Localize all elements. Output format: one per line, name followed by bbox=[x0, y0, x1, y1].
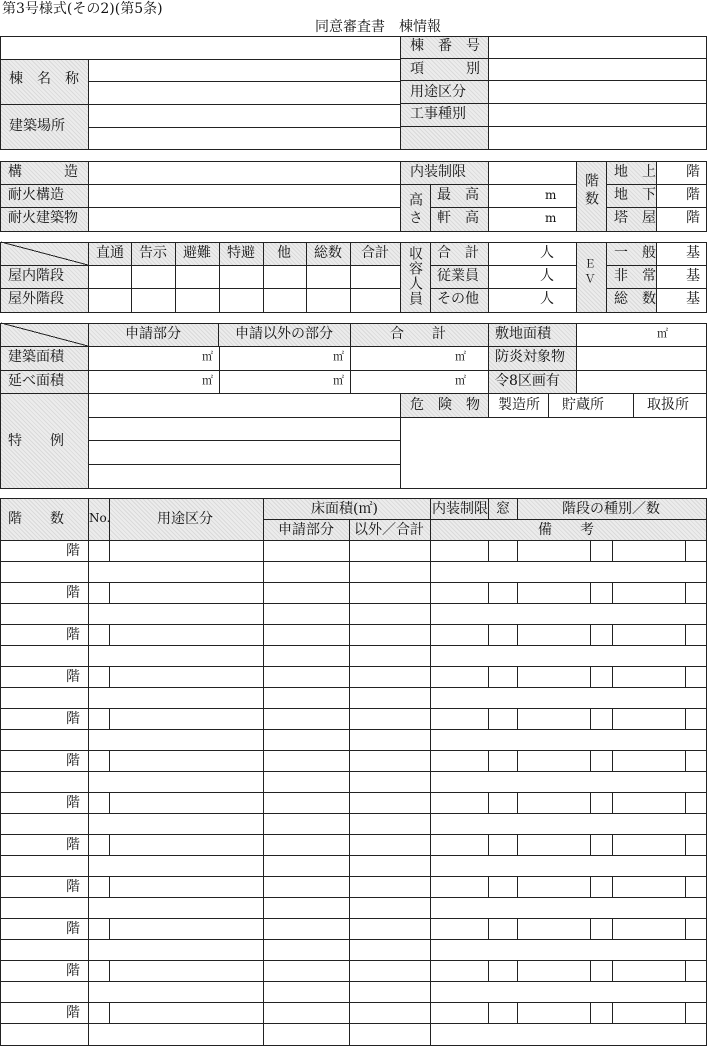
label-sousu: 総 数 bbox=[614, 291, 656, 307]
unit-person-3: 人 bbox=[540, 291, 554, 307]
label-no: No. bbox=[89, 511, 111, 525]
label-seizo: 製造所 bbox=[498, 397, 540, 413]
label-shikichi: 敷地面積 bbox=[495, 326, 551, 342]
label-hijo: 非 常 bbox=[614, 268, 656, 284]
label-jugyoin: 従業員 bbox=[437, 268, 479, 284]
label-ban: 棟 番 号 bbox=[410, 38, 480, 54]
floor-unit: 階 bbox=[66, 837, 80, 853]
stairs-header-6: 合計 bbox=[361, 245, 389, 261]
label-touya: 塔 屋 bbox=[614, 210, 656, 226]
label-floor-shinsei: 申請部分 bbox=[278, 522, 334, 538]
label-place: 建築場所 bbox=[9, 118, 65, 134]
label-name: 棟 名 称 bbox=[9, 71, 79, 87]
label-rei8: 令8区画有 bbox=[495, 373, 560, 389]
label-shuyou: 収容人員 bbox=[407, 246, 423, 306]
floor-unit: 階 bbox=[66, 921, 80, 937]
label-igai-goukei: 以外／合計 bbox=[354, 522, 424, 538]
label-mado: 窓 bbox=[496, 501, 510, 517]
label-toriatsukai: 取扱所 bbox=[647, 397, 689, 413]
unit-floor-1: 階 bbox=[686, 164, 700, 180]
floor-unit: 階 bbox=[66, 669, 80, 685]
unit-m-2: m bbox=[545, 211, 557, 225]
unit-person-1: 人 bbox=[540, 245, 554, 261]
label-kaisu: 階数 bbox=[583, 173, 599, 209]
label-bouen: 防炎対象物 bbox=[495, 349, 565, 365]
label-kouji: 工事種別 bbox=[410, 106, 466, 122]
label-kenchiku: 建築面積 bbox=[8, 349, 64, 365]
label-indoor: 屋内階段 bbox=[8, 268, 64, 284]
label-taika: 耐火構造 bbox=[8, 187, 64, 203]
floor-unit: 階 bbox=[66, 795, 80, 811]
stairs-header-2: 避難 bbox=[183, 245, 211, 261]
label-komoku: 項 別 bbox=[410, 61, 480, 77]
floor-unit: 階 bbox=[66, 1005, 80, 1021]
label-chozo: 貯蔵所 bbox=[562, 397, 604, 413]
label-sonota: その他 bbox=[437, 291, 479, 307]
unit-floor-2: 階 bbox=[686, 187, 700, 203]
form-label: 第3号様式(その2)(第5条) bbox=[2, 1, 163, 17]
label-goukei: 合 計 bbox=[437, 245, 479, 261]
label-youto: 用途区分 bbox=[410, 84, 466, 100]
label-naisou: 内装制限 bbox=[410, 164, 466, 180]
label-floor-naisou: 内装制限 bbox=[432, 501, 488, 517]
stairs-header-3: 特避 bbox=[227, 245, 255, 261]
unit-ki-3: 基 bbox=[686, 291, 700, 307]
label-kouzou: 構 造 bbox=[8, 164, 78, 180]
floor-unit: 階 bbox=[66, 963, 80, 979]
label-saikou: 最 高 bbox=[437, 187, 479, 203]
floor-unit: 階 bbox=[66, 585, 80, 601]
unit-m2-shikichi: ㎡ bbox=[657, 327, 668, 340]
label-yuka: 床面積(㎡) bbox=[311, 501, 378, 517]
unit-m-1: m bbox=[545, 188, 557, 202]
label-area-shinsei: 申請部分 bbox=[125, 326, 181, 342]
label-nobe: 延べ面積 bbox=[8, 373, 64, 389]
label-outdoor: 屋外階段 bbox=[8, 291, 64, 307]
floor-unit: 階 bbox=[66, 879, 80, 895]
unit-m2-b3: ㎡ bbox=[455, 374, 466, 387]
unit-person-2: 人 bbox=[540, 268, 554, 284]
stairs-header-0: 直通 bbox=[96, 245, 124, 261]
unit-ki-2: 基 bbox=[686, 268, 700, 284]
label-kiken: 危 険 物 bbox=[410, 397, 480, 413]
label-chika: 地 下 bbox=[614, 187, 656, 203]
unit-m2-a1: ㎡ bbox=[202, 350, 213, 363]
stairs-header-5: 総数 bbox=[314, 245, 342, 261]
floor-unit: 階 bbox=[66, 627, 80, 643]
unit-floor-3: 階 bbox=[686, 210, 700, 226]
label-area-goukei: 合 計 bbox=[390, 326, 446, 342]
unit-ki-1: 基 bbox=[686, 245, 700, 261]
floor-unit: 階 bbox=[66, 543, 80, 559]
stairs-header-4: 他 bbox=[277, 245, 291, 261]
label-ev: ＥＶ bbox=[583, 258, 596, 288]
unit-m2-b1: ㎡ bbox=[202, 374, 213, 387]
stairs-header-1: 告示 bbox=[139, 245, 167, 261]
label-floor-kaisu: 階 数 bbox=[8, 511, 64, 527]
label-chijo: 地 上 bbox=[614, 164, 656, 180]
label-floor-youto: 用途区分 bbox=[157, 511, 213, 527]
label-takasa: 高さ bbox=[407, 192, 423, 228]
unit-m2-a2: ㎡ bbox=[333, 350, 344, 363]
label-ippan: 一 般 bbox=[614, 245, 656, 261]
label-biko: 備 考 bbox=[538, 522, 594, 538]
label-taika-bldg: 耐火建築物 bbox=[8, 210, 78, 226]
label-area-igai: 申請以外の部分 bbox=[235, 326, 333, 342]
page-title: 同意審査書 棟情報 bbox=[315, 19, 441, 35]
floor-unit: 階 bbox=[66, 753, 80, 769]
unit-m2-b2: ㎡ bbox=[333, 374, 344, 387]
unit-m2-a3: ㎡ bbox=[455, 350, 466, 363]
label-nokidaka: 軒 高 bbox=[437, 210, 479, 226]
floor-unit: 階 bbox=[66, 711, 80, 727]
label-kaidan: 階段の種別／数 bbox=[562, 501, 660, 517]
label-tokurei: 特 例 bbox=[8, 433, 64, 449]
